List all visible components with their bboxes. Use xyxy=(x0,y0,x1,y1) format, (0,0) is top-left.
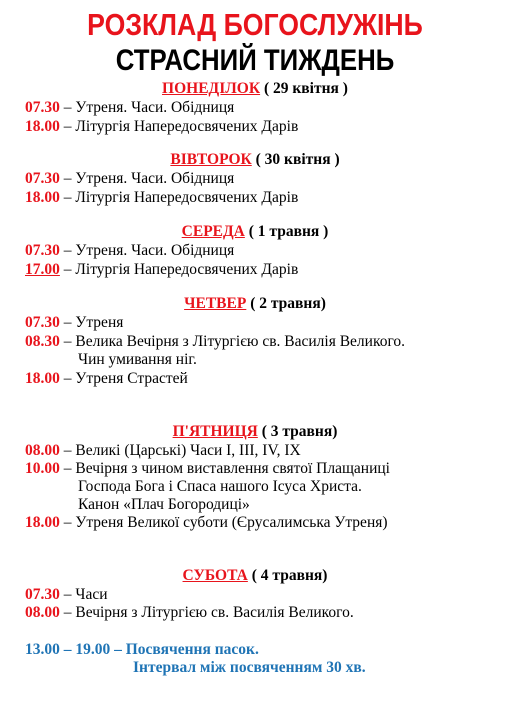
day-name: СУБОТА xyxy=(182,567,248,584)
service-time: 18.00 xyxy=(25,514,60,531)
day-heading-tuesday xyxy=(0,151,510,169)
service-text: – Літургія Напередосвячених Дарів xyxy=(59,118,299,135)
service-time: 08.00 xyxy=(25,442,60,459)
day-date: ( 29 квітня ) xyxy=(263,80,348,97)
schedule-line xyxy=(25,585,108,604)
day-heading-thursday xyxy=(0,295,510,313)
service-text: – Вечірня з Літургією св. Василія Великого. xyxy=(59,604,354,621)
page-subtitle: СТРАСНИЙ ТИЖДЕНЬ xyxy=(115,44,395,77)
service-time: 07.30 xyxy=(25,170,60,187)
schedule-line xyxy=(25,513,388,532)
service-time: 08.30 xyxy=(25,333,60,350)
blessing-interval: Інтервал між посвяченням 30 хв. xyxy=(133,659,366,676)
schedule-line xyxy=(25,332,405,351)
service-text-continuation: Чин умивання ніг. xyxy=(78,351,197,368)
schedule-line xyxy=(25,260,298,279)
day-date: ( 1 травня ) xyxy=(248,223,329,240)
schedule-line xyxy=(25,98,234,117)
service-time: 08.00 xyxy=(25,604,60,621)
schedule-line xyxy=(25,241,234,260)
service-text: – Утреня. Часи. Обідниця xyxy=(59,99,235,116)
blessing-line: 13.00 – 19.00 – Посвячення пасок. xyxy=(25,641,259,658)
service-time: 18.00 xyxy=(25,370,60,387)
service-text: – Літургія Напередосвячених Дарів xyxy=(59,261,299,278)
schedule-line xyxy=(25,459,390,478)
service-time: 07.30 xyxy=(25,242,60,259)
schedule-line xyxy=(25,313,123,332)
service-text: – Утреня Страстей xyxy=(59,370,188,387)
service-text: – Утреня Великої суботи (Єрусалимська Утреня) xyxy=(59,514,388,531)
service-text: – Утреня. Часи. Обідниця xyxy=(59,170,235,187)
schedule-line xyxy=(25,369,188,388)
service-time: 10.00 xyxy=(25,460,60,477)
schedule-line xyxy=(25,117,298,136)
day-name: СЕРЕДА xyxy=(181,223,245,240)
day-heading-saturday xyxy=(0,567,510,585)
schedule-line xyxy=(25,169,234,188)
day-name: ПОНЕДІЛОК xyxy=(162,80,261,97)
service-text-continuation: Канон «Плач Богородиці» xyxy=(78,496,250,513)
service-text: – Утреня. Часи. Обідниця xyxy=(59,242,235,259)
day-name: ВІВТОРОК xyxy=(170,151,252,168)
schedule-line xyxy=(25,603,354,622)
page-title: РОЗКЛАД БОГОСЛУЖІНЬ xyxy=(87,7,423,42)
service-text-continuation: Господа Бога і Спаса нашого Ісуса Христа. xyxy=(78,478,362,495)
service-text: – Вечірня з чином виставлення святої Плащаниці xyxy=(59,460,390,477)
day-date: ( 30 квітня ) xyxy=(255,151,340,168)
day-heading-monday xyxy=(0,80,510,98)
service-text: – Часи xyxy=(59,586,108,603)
service-time: 18.00 xyxy=(25,118,60,135)
schedule-line xyxy=(25,188,298,207)
day-name: ЧЕТВЕР xyxy=(184,295,247,312)
day-date: ( 2 травня) xyxy=(250,295,326,312)
service-text: – Літургія Напередосвячених Дарів xyxy=(59,189,299,206)
service-text: – Утреня xyxy=(59,314,124,331)
day-heading-friday xyxy=(0,423,510,441)
schedule-line xyxy=(25,441,301,460)
service-text: – Велика Вечірня з Літургією св. Василія Великого. xyxy=(59,333,406,350)
service-time: 07.30 xyxy=(25,99,60,116)
day-heading-wednesday xyxy=(0,223,510,241)
service-time: 07.30 xyxy=(25,586,60,603)
service-time: 18.00 xyxy=(25,189,60,206)
day-date: ( 3 травня) xyxy=(261,423,338,440)
service-time: 07.30 xyxy=(25,314,60,331)
service-time: 17.00 xyxy=(25,261,60,278)
day-date: ( 4 травня) xyxy=(251,567,328,584)
service-text: – Великі (Царські) Часи І, ІІІ, IV, IX xyxy=(59,442,301,459)
day-name: П'ЯТНИЦЯ xyxy=(172,423,258,440)
